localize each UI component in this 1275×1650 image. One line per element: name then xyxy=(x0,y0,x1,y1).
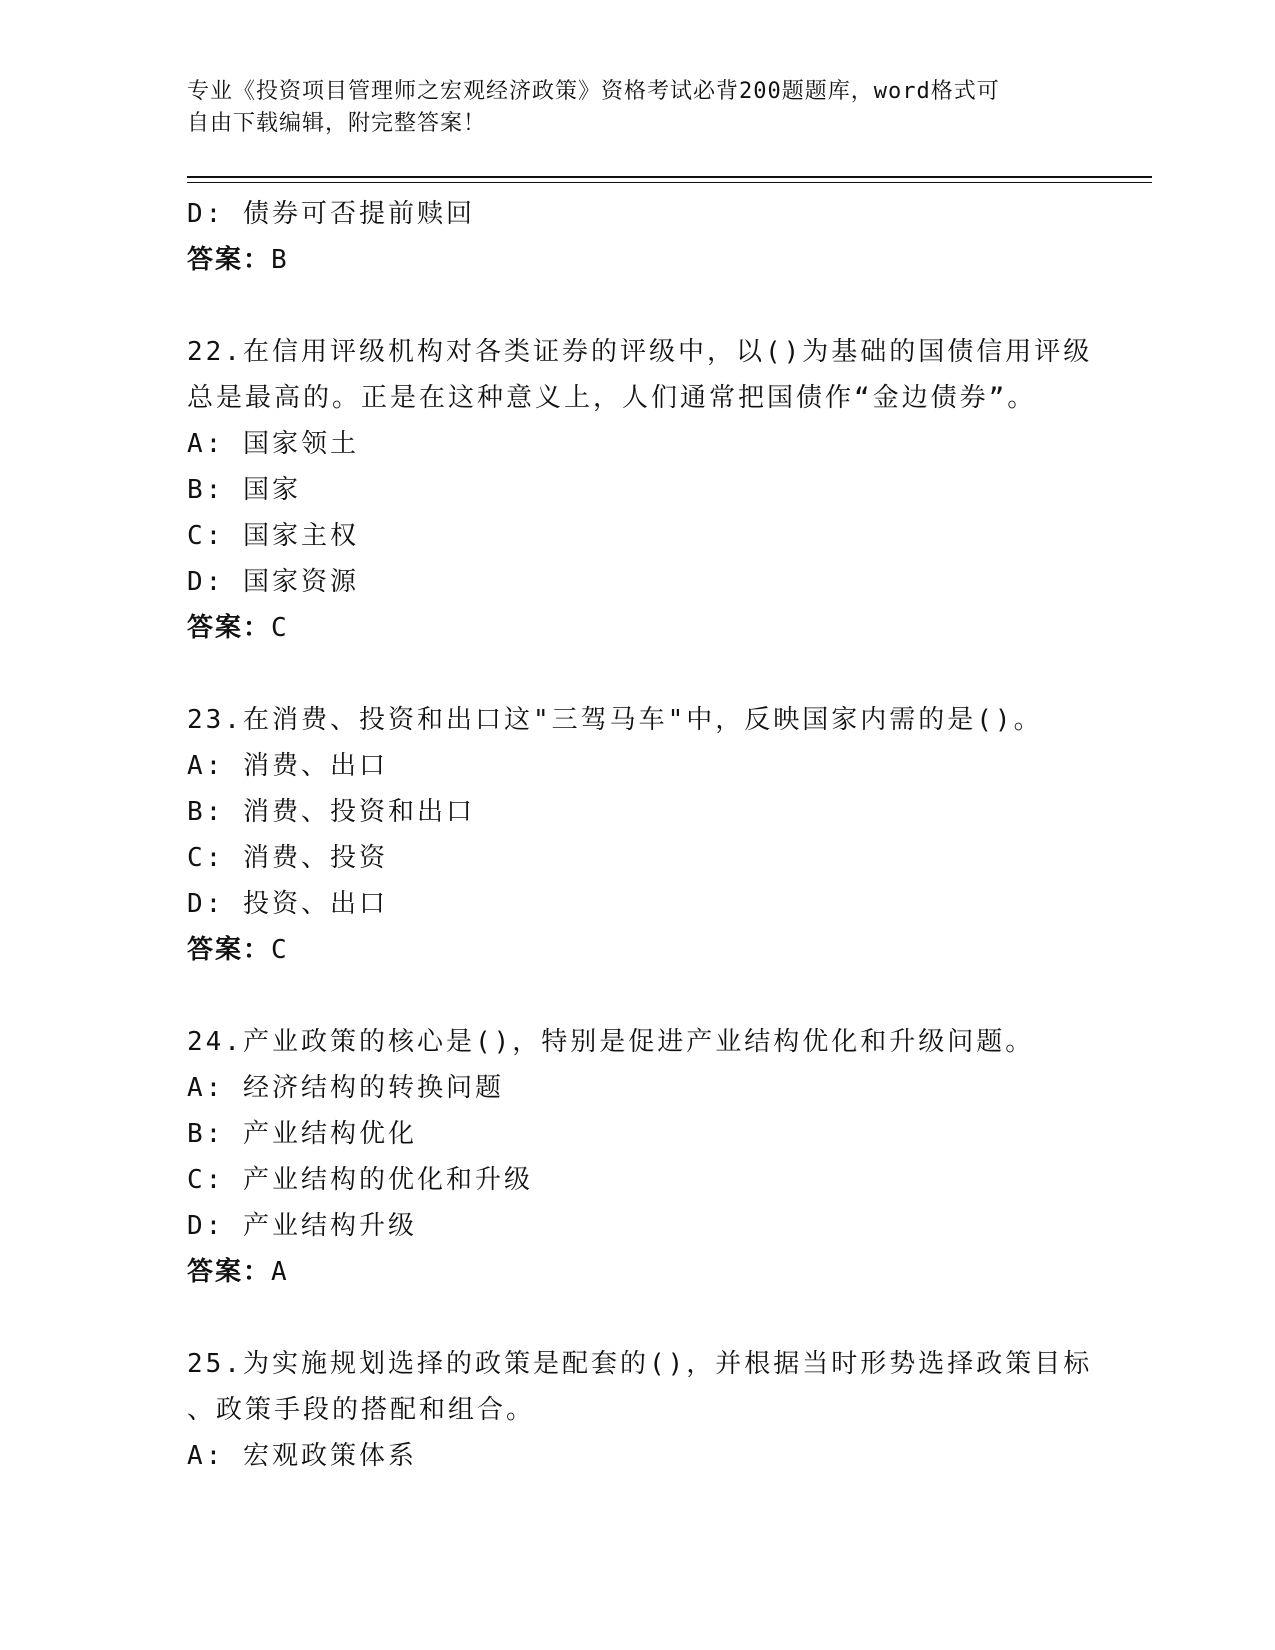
page-header xyxy=(187,76,1067,140)
q25-stem-line-2: 、政策手段的搭配和组合。 xyxy=(187,1395,536,1425)
q22-answer xyxy=(187,605,1087,651)
q22-option-d: D: 国家资源 xyxy=(187,567,359,597)
q23-option-a: A: 消费、出口 xyxy=(187,751,388,781)
q21-option-d: D: 债券可否提前赎回 xyxy=(187,199,475,229)
q24-answer-value: A xyxy=(271,1257,289,1287)
q23-answer-value: C xyxy=(271,935,289,965)
q21-answer-value: B xyxy=(271,245,289,275)
answer-label: 答案： xyxy=(187,1257,272,1287)
question-21-block xyxy=(187,191,1087,283)
q22-stem-line-2: 总是最高的。正是在这种意义上，人们通常把国债作“金边债券”。 xyxy=(187,383,1037,413)
q25-stem-line-1: 25.为实施规划选择的政策是配套的()，并根据当时形势选择政策目标 xyxy=(187,1349,1093,1379)
answer-label: 答案： xyxy=(187,613,272,643)
q22-option-b: B: 国家 xyxy=(187,475,301,505)
question-24-block xyxy=(187,1019,1087,1295)
q24-option-b: B: 产业结构优化 xyxy=(187,1119,417,1149)
q25-option-a: A: 宏观政策体系 xyxy=(187,1441,417,1471)
q23-option-c: C: 消费、投资 xyxy=(187,843,388,873)
q23-option-b: B: 消费、投资和出口 xyxy=(187,797,475,827)
header-title-line-1: 专业《投资项目管理师之宏观经济政策》资格考试必背200题题库，word格式可 xyxy=(187,79,1000,104)
header-title-line-2: 自由下载编辑，附完整答案！ xyxy=(187,111,487,136)
question-22-block xyxy=(187,329,1093,651)
q24-option-a: A: 经济结构的转换问题 xyxy=(187,1073,504,1103)
answer-label: 答案： xyxy=(187,245,272,275)
q22-option-a: A: 国家领土 xyxy=(187,429,359,459)
header-divider-thin xyxy=(187,182,1152,183)
q23-option-d: D: 投资、出口 xyxy=(187,889,388,919)
question-23-block xyxy=(187,697,1087,973)
q22-answer-value: C xyxy=(271,613,289,643)
question-body xyxy=(187,191,1093,1479)
q21-answer xyxy=(187,237,1087,283)
header-divider-thick xyxy=(187,176,1152,178)
q23-stem-line-1: 23.在消费、投资和出口这"三驾马车"中，反映国家内需的是()。 xyxy=(187,705,1043,735)
question-25-block xyxy=(187,1341,1093,1479)
q24-option-d: D: 产业结构升级 xyxy=(187,1211,417,1241)
answer-label: 答案： xyxy=(187,935,272,965)
q24-stem-line-1: 24.产业政策的核心是()，特别是促进产业结构优化和升级问题。 xyxy=(187,1027,1035,1057)
q23-answer xyxy=(187,927,1087,973)
q22-stem-line-1: 22.在信用评级机构对各类证券的评级中，以()为基础的国债信用评级 xyxy=(187,337,1093,367)
q24-option-c: C: 产业结构的优化和升级 xyxy=(187,1165,533,1195)
q22-option-c: C: 国家主权 xyxy=(187,521,359,551)
q24-answer xyxy=(187,1249,1087,1295)
